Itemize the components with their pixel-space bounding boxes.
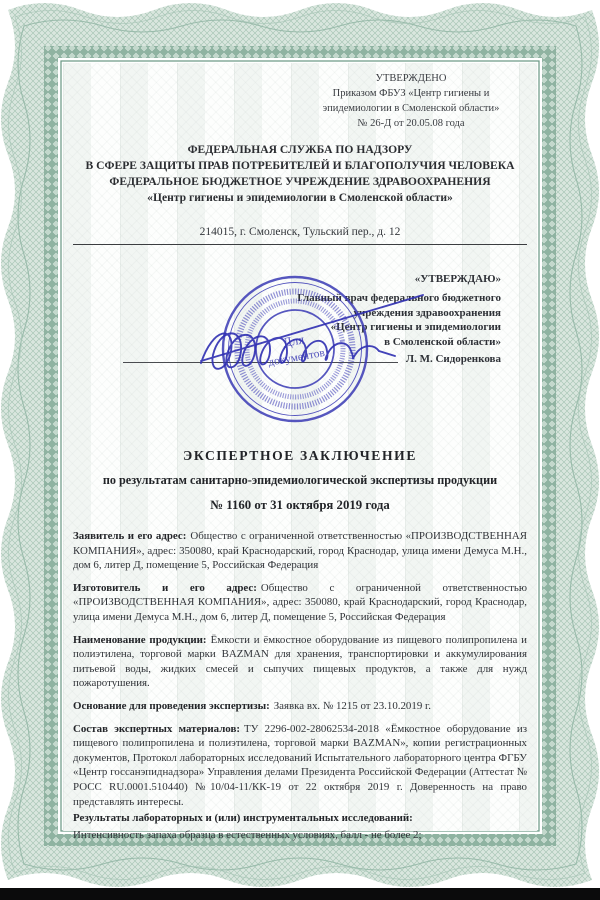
paragraph-label: Состав экспертных материалов: <box>73 722 240 735</box>
approve-line: Главный врач федерального бюджетного <box>297 292 501 304</box>
paragraph-manufacturer <box>73 581 527 625</box>
approval-order-line: эпидемиологии в Смоленской области» <box>322 103 500 114</box>
org-name-line: В СФЕРЕ ЗАЩИТЫ ПРАВ ПОТРЕБИТЕЛЕЙ И БЛАГОПОЛУЧИЯ ЧЕЛОВЕКА <box>85 159 515 172</box>
paragraph-results-line: Интенсивность запаха образца в естественных условиях, балл - не более 2; <box>73 828 422 841</box>
paragraph-text: Ёмкости и ёмкостное оборудование из пищевого полипропилена и полиэтилена, торговой марки BAZMAN для хранения, транспортировки и аккумулирования питьевой воды, жидких смесей и сыпучих пищевых продуктов, а также для нужд пожаротушения. <box>73 633 527 690</box>
paragraph-applicant <box>73 529 527 573</box>
approval-order-line: Приказом ФБУЗ «Центр гигиены и <box>332 88 490 99</box>
paragraph-basis <box>73 699 527 714</box>
scan-black-edge <box>0 888 600 900</box>
paragraph-label: Основание для проведения экспертизы: <box>73 699 270 712</box>
paragraph-text: Общество с ограниченной ответственностью «ПРОИЗВОДСТВЕННАЯ КОМПАНИЯ», адрес: 350080, край Краснодарский, город Краснодар, улица имени Демуса М.Н., дом 6, литер Д, помещение 5, Российская Федерация <box>73 530 527 572</box>
paragraph-label: Результаты лабораторных и (или) инструментальных исследований: <box>73 812 413 825</box>
approve-line: в Смоленской области» <box>384 335 501 348</box>
signer-name: Л. М. Сидоренкова <box>405 353 501 365</box>
approval-order-line: № 26-Д от 20.05.08 года <box>357 118 465 129</box>
approve-title: «УТВЕРЖДАЮ» <box>414 273 501 285</box>
paragraph-results-label <box>73 811 527 826</box>
approve-line: учреждения здравоохранения <box>353 306 501 319</box>
document-title: ЭКСПЕРТНОЕ ЗАКЛЮЧЕНИЕ <box>183 448 417 463</box>
org-name-line: ФЕДЕРАЛЬНОЕ БЮДЖЕТНОЕ УЧРЕЖДЕНИЕ ЗДРАВООХРАНЕНИЯ <box>109 175 491 188</box>
round-stamp <box>213 267 377 431</box>
org-name-line: ФЕДЕРАЛЬНАЯ СЛУЖБА ПО НАДЗОРУ <box>187 143 413 156</box>
paragraph-label: Изготовитель и его адрес: <box>73 581 257 594</box>
paragraph-label: Заявитель и его адрес: <box>73 530 187 542</box>
document-content <box>63 63 537 841</box>
approval-order-line: УТВЕРЖДЕНО <box>375 73 447 84</box>
stamp-center-text: документов <box>267 346 326 369</box>
approve-area <box>73 269 527 419</box>
org-address: 214015, г. Смоленск, Тульский пер., д. 12 <box>73 226 527 245</box>
title-block <box>73 444 527 517</box>
paragraph-materials <box>73 722 527 810</box>
paragraph-text: Заявка вх. № 1215 от 23.10.2019 г. <box>273 699 431 712</box>
paragraph-label: Наименование продукции: <box>73 633 207 646</box>
document-subtitle: по результатам санитарно-эпидемиологической экспертизы продукции <box>102 473 498 487</box>
paragraph-product <box>73 633 527 691</box>
paragraph-text: ТУ 2296-002-28062534-2018 «Ёмкостное оборудование из пищевого полипропилена и полиэтилена, торговой марки BAZMAN», копии регистрационных документов, Протокол лабораторных исследований Испытательного лабораторного центра ФГБУ «Центр госсанэпиднадзора» Управления делами Президента Российской Федерации (Аттестат № РОСС RU.0001.510440) №10/04-11/КК-19 от 22 октября 2019 г. Доверенность на право представлять интересы. <box>73 722 527 808</box>
approval-order-block <box>301 71 521 131</box>
approve-line: «Центр гигиены и эпидемиологии <box>330 321 501 333</box>
org-name-line: «Центр гигиены и эпидемиологии в Смоленской области» <box>147 191 453 204</box>
stamp-center-text: Для <box>281 331 306 350</box>
document-number: № 1160 от 31 октября 2019 года <box>210 498 390 512</box>
org-header <box>73 142 527 206</box>
paragraph-text: Общество с ограниченной ответственностью «ПРОИЗВОДСТВЕННАЯ КОМПАНИЯ», адрес: 350080, край Краснодарский, город Краснодар, улица имени Демуса М.Н., дом 6, литер Д, помещение 5, Российская Федерация <box>73 581 527 623</box>
document-body <box>73 529 527 842</box>
